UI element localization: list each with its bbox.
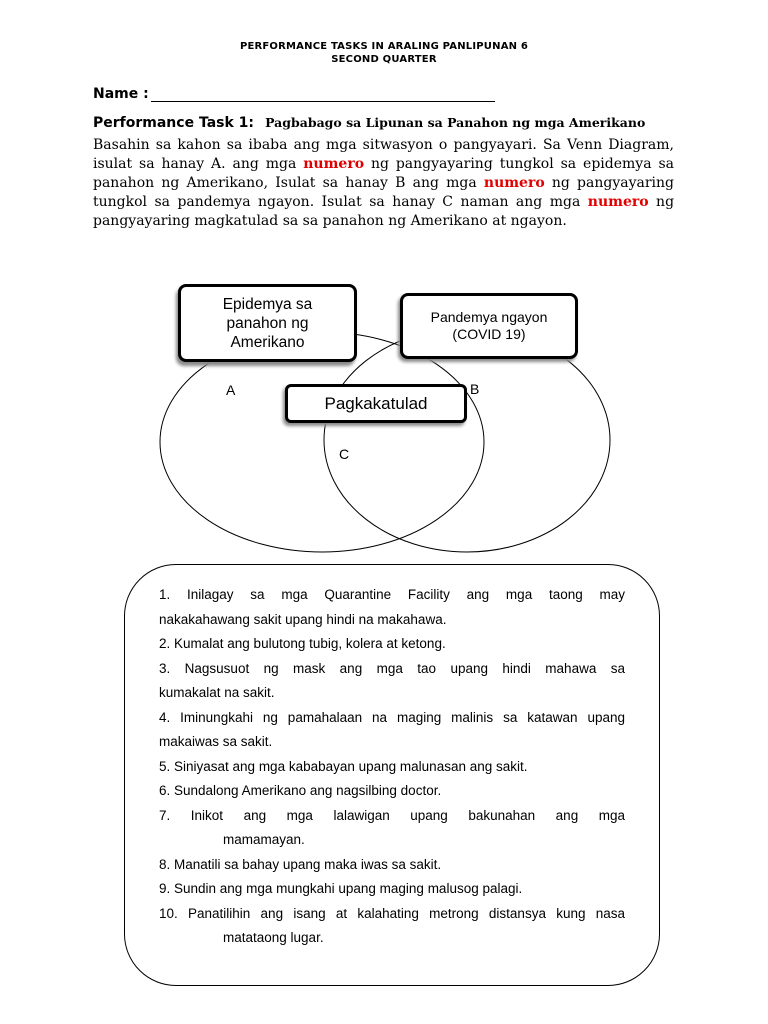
list-item — [159, 706, 625, 755]
list-item — [159, 755, 625, 780]
list-item-line1: 5. Siniyasat ang mga kababayan upang malunasan ang sakit. — [159, 758, 528, 774]
highlight-numero-2: numero — [483, 175, 545, 191]
venn-label-c: C — [339, 446, 350, 462]
list-item — [159, 877, 625, 902]
instructions-text-3: ng pangyayaring tungkol sa pandemya ngayon. Isulat sa hanay C naman ang mga — [93, 175, 674, 210]
list-item-line1: 2. Kumalat ang bulutong tubig, kolera at ketong. — [159, 636, 446, 651]
venn-box-pagkakatulad: Pagkakatulad — [285, 384, 467, 423]
document-header-quarter: SECOND QUARTER — [331, 54, 437, 65]
list-item — [159, 853, 625, 878]
venn-label-b: B — [470, 381, 480, 397]
list-item-line1: 4. Iminungkahi ng pamahalaan na maging malinis sa katawan upang — [159, 709, 625, 725]
task-title: Pagbabago sa Lipunan sa Panahon ng mga Amerikano — [265, 115, 646, 130]
venn-box-epidemya-line1: Epidemya sa — [222, 295, 313, 313]
list-item-line2: nakakahawang sakit upang hindi na makahawa. — [159, 611, 447, 627]
highlight-numero-1: numero — [303, 156, 365, 172]
instructions-text-4: ng pangyayaring magkatulad sa sa panahon ng Amerikano at ngayon. — [93, 194, 675, 229]
task-label: Performance Task 1: — [93, 115, 254, 131]
list-item-line1: 6. Sundalong Amerikano ang nagsilbing doctor. — [159, 783, 442, 798]
list-item-line1: 9. Sundin ang mga mungkahi upang maging malusog palagi. — [159, 881, 523, 896]
list-item-line1: 1. Inilagay sa mga Quarantine Facility ang mga taong may — [159, 587, 625, 602]
list-item-line1: 7. Inikot ang mga lalawigan upang bakunahan ang mga — [159, 807, 625, 823]
name-label: Name : — [93, 86, 149, 102]
list-item-line1: 8. Manatili sa bahay upang maka iwas sa sakit. — [159, 856, 442, 872]
list-item-line1: 10. Panatilihin ang isang at kalahating metrong distansya kung nasa — [159, 905, 625, 921]
venn-box-epidemya — [178, 284, 357, 362]
venn-box-pandemya — [400, 293, 578, 359]
list-item-line2: kumakalat na sakit. — [159, 685, 275, 700]
venn-box-pandemya-line2: (COVID 19) — [452, 326, 526, 342]
list-item — [159, 804, 625, 853]
list-item — [159, 632, 625, 657]
venn-circle-left — [160, 332, 484, 552]
list-item — [159, 583, 625, 632]
venn-box-pandemya-line1: Pandemya ngayon — [430, 309, 548, 325]
instructions-text-2: ng pangyayaring tungkol sa epidemya sa panahon ng Amerikano, Isulat sa hanay B ang mga — [93, 156, 674, 191]
list-item — [159, 779, 625, 804]
situations-list — [125, 565, 659, 951]
list-item-line1: 3. Nagsusuot ng mask ang mga tao upang hindi mahawa sa — [159, 660, 625, 676]
list-item-line2: matataong lugar. — [223, 930, 324, 945]
list-item-line2: makaiwas sa sakit. — [159, 734, 273, 749]
venn-box-epidemya-line3: Amerikano — [230, 333, 305, 351]
highlight-numero-3: numero — [587, 194, 649, 210]
venn-circle-right — [324, 328, 610, 552]
instructions-text-1: Basahin sa kahon sa ibaba ang mga sitwasyon o pangyayari. Sa Venn Diagram, isulat sa hanay A. ang mga — [93, 137, 674, 172]
list-item — [159, 902, 625, 951]
situations-box — [124, 564, 660, 986]
list-item — [159, 657, 625, 706]
venn-box-epidemya-line2: panahon ng — [226, 314, 309, 332]
venn-label-a: A — [226, 382, 236, 398]
list-item-line2: mamamayan. — [223, 832, 305, 847]
document-header-title: PERFORMANCE TASKS IN ARALING PANLIPUNAN 6 — [239, 41, 529, 52]
